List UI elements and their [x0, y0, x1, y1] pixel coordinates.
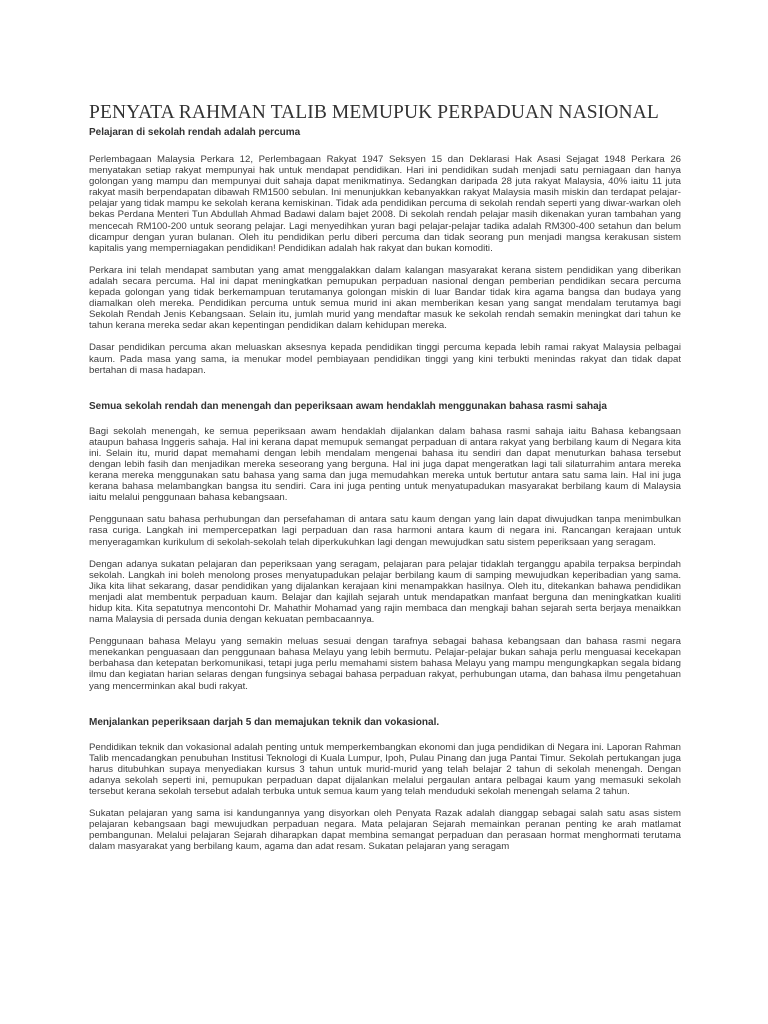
section-technical-vocational [89, 716, 681, 853]
paragraph: Pendidikan teknik dan vokasional adalah penting untuk memperkembangkan ekonomi dan juga pendidikan di Negara ini. Laporan Rahman Talib mencadangkan penubuhan Institusi Teknologi di Kuala Lumpur, Ipoh, Pulau Pinang dan juga Pantai Timur. Sekolah pertukangan juga harus ditubuhkan supaya menyediakan kursus 3 tahun untuk murid-murid yang telah belajar 2 tahun di sekolah menengah. Dengan adanya sekolah seperti ini, pemupukan perpaduan dapat dijalankan melalui pergaulan antara pelbagai kaum yang memasuki sekolah tersebut kerana sekolah tersebut adalah terbuka untuk semua kaum yang telah menduduki sekolah menengah selama 2 tahun. [89, 741, 681, 798]
paragraph: Bagi sekolah menengah, ke semua peperiksaan awam hendaklah dijalankan dalam bahasa rasmi sahaja iaitu Bahasa kebangsaan ataupun bahasa Inggeris sahaja. Hal ini kerana dapat memupuk semangat perpaduan di antara rakyat yang berbilang kaum di Negara kita ini. Selain itu, murid dapat memahami dengan lebih mendalam mengenai bahasa itu sendiri dan dapat menuturkan bahasa tersebut dengan lebih fasih dan menjadikan mereka seseorang yang berguna. Hal ini juga dapat mengeratkan lagi tali silaturrahim antara mereka kerana mereka menggunakan satu bahasa yang sama dan juga memudahkan mereka untuk bertutur antara satu sama lain. Hal ini juga kerana bahasa melambangkan bangsa itu sendiri. Cara ini juga penting untuk menyatupadukan masyarakat berbilang kaum di Malaysia iaitu melalui penggunaan bahasa kebangsaan. [89, 425, 681, 504]
paragraph: Sukatan pelajaran yang sama isi kandungannya yang disyorkan oleh Penyata Razak adalah dianggap sebagai salah satu asas sistem pelajaran kebangsaan bagi mewujudkan perpaduan negara. Mata pelajaran Sejarah memainkan peranan penting ke arah matlamat pembangunan. Melalui pelajaran Sejarah diharapkan dapat membina semangat perpaduan dan perasaan hormat menghormati terutama dalam masyarakat yang berbilang kaum, agama dan adat resam. Sukatan pelajaran yang seragam [89, 808, 681, 853]
section-heading: Semua sekolah rendah dan menengah dan peperiksaan awam hendaklah menggunakan bahasa rasmi sahaja [89, 400, 607, 412]
section-heading: Pelajaran di sekolah rendah adalah percuma [89, 127, 301, 138]
section-free-primary-education [89, 126, 681, 376]
paragraph: Perkara ini telah mendapat sambutan yang amat menggalakkan dalam kalangan masyarakat kerana sistem pendidikan yang diberikan adalah secara percuma. Hal ini dapat meningkatkan pemupukan perpaduan nasional dengan pemberian pendidikan secara percuma kepada golongan yang tidak berkemampuan terutamanya golongan miskin di luar Bandar tidak kira agama bangsa dan budaya yang diamalkan oleh mereka. Pendidikan percuma untuk semua murid ini akan memberikan kesan yang sangat mendalam terutamya bagi Sekolah Rendah Jenis Kebangsaan. Selain itu, jumlah murid yang mendaftar masuk ke sekolah rendah semakin meningkat dari tahun ke tahun kerana mereka sedar akan kepentingan pendidikan dalam kehidupan mereka. [89, 264, 681, 332]
document-page [89, 102, 681, 853]
paragraph: Dengan adanya sukatan pelajaran dan peperiksaan yang seragam, pelajaran para pelajar tidaklah terganggu apabila terpaksa berpindah sekolah. Langkah ini boleh menolong proses menyatupadukan pelajar berbilang kaum di samping mewujudkan keperibadian yang sama. Jika kita lihat sekarang, dasar pendidikan yang dijalankan kerajaan kini menampakkan hasilnya. Oleh itu, ditekankan bahawa pendidikan menjadi alat membentuk perpaduan kaum. Belajar dan kajilah sejarah untuk mendapatkan manfaat berguna dan meningkatkan kualiti hidup kita. Kita sepatutnya mencontohi Dr. Mahathir Mohamad yang rajin membaca dan mengkaji bahan sejarah serta berjaya menaikkan nama Malaysia di persada dunia dengan kekuatan pembacaannya. [89, 558, 681, 626]
section-official-language [89, 400, 681, 692]
document-title: PENYATA RAHMAN TALIB MEMUPUK PERPADUAN NASIONAL [89, 102, 659, 123]
paragraph: Penggunaan bahasa Melayu yang semakin meluas sesuai dengan tarafnya sebagai bahasa kebangsaan dan bahasa rasmi negara menekankan penguasaan dan penggunaan bahasa Melayu yang lebih bermutu. Pelajar-pelajar bukan sahaja perlu menguasai kecekapan berbahasa dan ketepatan berkomunikasi, tetapi juga perlu memahami sistem bahasa Melayu yang mampu mengungkapkan segala bidang ilmu dan kegiatan harian selaras dengan fungsinya sebagai bahasa perpaduan rakyat, perhubungan utama, dan bahasa ilmu pengetahuan yang mencerminkan akal budi rakyat. [89, 636, 681, 692]
paragraph: Penggunaan satu bahasa perhubungan dan persefahaman di antara satu kaum dengan yang lain dapat diwujudkan tanpa menimbulkan rasa curiga. Langkah ini mempercepatkan lagi perpaduan dan rasa harmoni antara kaum di negara ini. Rancangan kerajaan untuk menyeragamkan kurikulum di sekolah-sekolah telah diperkukuhkan lagi dengan mewujudkan satu sistem peperiksaan yang seragam. [89, 514, 681, 548]
paragraph: Dasar pendidikan percuma akan meluaskan aksesnya kepada pendidikan tinggi percuma kepada lebih ramai rakyat Malaysia pelbagai kaum. Pada masa yang sama, ia menukar model pembiayaan pendidikan tinggi yang kini terbukti menindas rakyat dan tidak dapat bertahan di masa hadapan. [89, 342, 681, 376]
section-heading: Menjalankan peperiksaan darjah 5 dan memajukan teknik dan vokasional. [89, 716, 440, 728]
paragraph: Perlembagaan Malaysia Perkara 12, Perlembagaan Rakyat 1947 Seksyen 15 dan Deklarasi Hak Asasi Sejagat 1948 Perkara 26 menyatakan setiap rakyat mempunyai hak untuk mendapat pendidikan. Hari ini pendidikan sudah menjadi satu perniagaan dan hanya golongan yang mampu dan mempunyai duit sahaja dapat menikmatinya. Sedangkan daripada 28 juta rakyat Malaysia, 40% iaitu 11 juta rakyat masih berpendapatan dibawah RM1500 sebulan. Ini menunjukkan kebanyakkan rakyat Malaysia masih miskin dan terdapat pelajar-pelajar yang tidak mampu ke sekolah kerana kemiskinan. Tidak ada pendidikan percuma di sekolah rendah seperti yang diwar-warkan oleh bekas Perdana Menteri Tun Abdullah Ahmad Badawi dalam bajet 2008. Di sekolah rendah pelajar masih dikenakan yuran tambahan yang mencecah RM100-200 untuk seorang pelajar. Lagi menyedihkan yuran bagi pelajar-pelajar tadika adalah RM300-400 setahun dan belum dicampur dengan yuran bulanan. Oleh itu pendidikan perlu diberi percuma dan tidak seorang pun menjadi mangsa kerakusan sistem kapitalis yang memperniagakan pendidikan! Pendidikan adalah hak rakyat dan bukan komoditi. [89, 154, 681, 254]
